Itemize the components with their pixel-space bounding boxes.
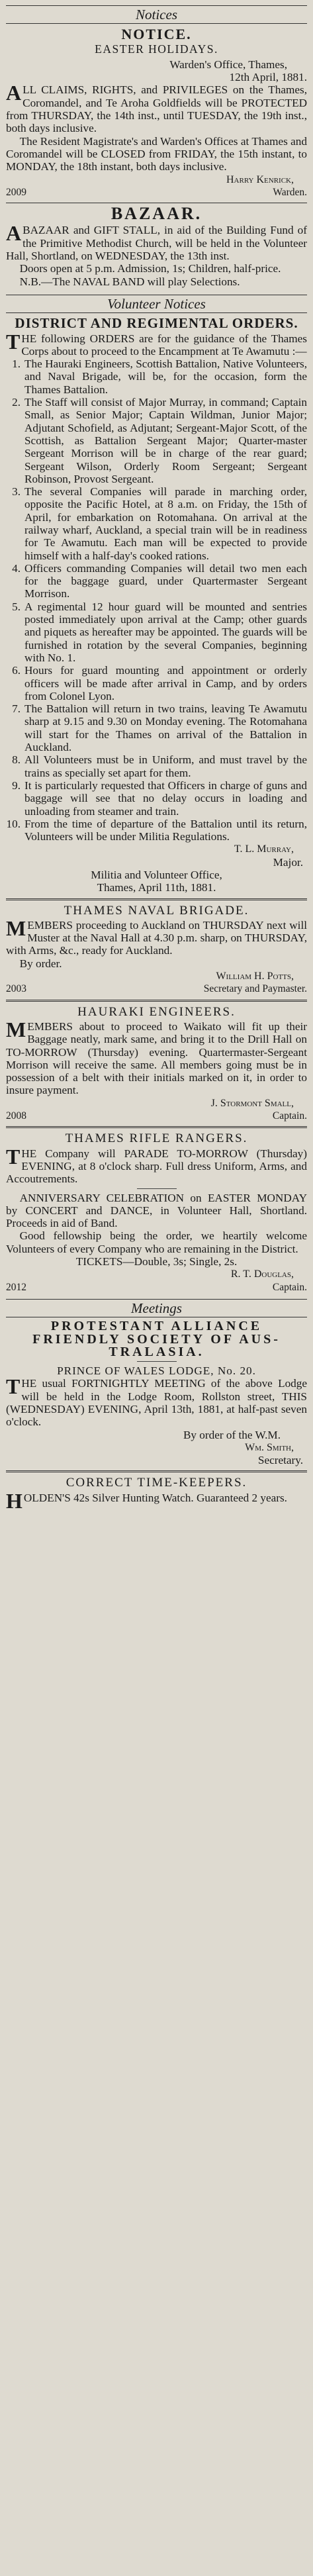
order-number: 7. (12, 702, 21, 716)
notice-footer (6, 186, 307, 199)
naval-by: By order. (19, 957, 62, 970)
order-text: The several Companies will parade in marching order, opposite the Pacific Hotel, at 8 a.m. on Friday, the 15th of April, for embarkation on Rotomahana. On arrival at the railway wharf, Auckland, a special train will be in readiness for Te Awamutu. Each man will be expected to provide himself with a half-day's cooked rations. (24, 485, 307, 562)
order-text: The Staff will consist of Major Murray, in command; Captain Small, as Senior Major; Captain Wildman, Junior Major; Adjutant Schofield, as Adjutant; Sergeant-Major Scott, of the Scottish, as Battalion Sergeant Major; Quarter-master Sergeant Morrison will be in charge of the rear guard; Sergeant Wilson, Orderly Room Sergeant; Sergeant Robinson, Provost Sergeant. (24, 396, 307, 485)
order-text: Hours for guard mounting and appointment or orderly officers will be made after arrival in Camp, and by orders from Colonel Lyon. (24, 664, 307, 702)
order-number: 8. (12, 753, 21, 767)
orders-role: Major. (273, 855, 303, 869)
order-text: The Hauraki Engineers, Scottish Battalion, Native Volunteers, and Naval Brigade, will be, for the occasion, form the Thames Battalion. (24, 358, 307, 396)
protestant-by: By order of the W.M. (183, 1428, 281, 1441)
notice-paragraph: The Resident Magistrate's and Warden's Offices at Thames and Coromandel will be CLOSED from FRIDAY, the 15th instant, to MONDAY, the 18th instant, both days inclusive. (6, 134, 307, 173)
naval-footer (6, 982, 307, 995)
order-item (6, 562, 307, 600)
order-text: A regimental 12 hour guard will be mounted and sentries posted immediately upon arrival at the Camp; other guards and piquets as hereafter may be appointed. The guards will be furnished in rotation by the several Companies, beginning with No. 1. (24, 600, 307, 664)
hauraki-signer: J. Stormont Small, (210, 1097, 294, 1109)
rifle-paragraph: ANNIVERSARY CELEBRATION on EASTER MONDAY by CONCERT and DANCE, in Volunteer Hall, Shortland. Proceeds in aid of Band. (6, 1191, 307, 1230)
notice-signer: Harry Kenrick, (226, 173, 294, 185)
notice-title: NOTICE. (121, 26, 192, 43)
order-text: Officers commanding Companies will detail two men each for the baggage guard, under Quartermaster Sergeant Morrison. (24, 561, 307, 600)
protestant-title-line: FRIENDLY SOCIETY OF AUS- (32, 1331, 281, 1347)
order-item (6, 358, 307, 396)
notice-paragraph: ALL CLAIMS, RIGHTS, and PRIVILEGES on the Thames, Coromandel, and Te Aroha Goldfields will be PROTECTED from THURSDAY, the 14th inst., until TUESDAY, the 19th inst., both days inclusive. (6, 81, 307, 135)
notice-date: 12th April, 1881. (229, 71, 307, 84)
divider (6, 898, 307, 900)
rifle-title: THAMES RIFLE RANGERS. (65, 1131, 248, 1146)
notice-district-orders (6, 317, 307, 894)
divider (137, 1188, 177, 1189)
timekeepers-paragraph: HOLDEN'S 42s Silver Hunting Watch. Guaranteed 2 years. (6, 1488, 287, 1513)
order-number: 5. (12, 600, 21, 613)
naval-ref: 2003 (6, 983, 26, 995)
orders-list (6, 358, 307, 843)
notice-protestant-alliance (6, 1320, 307, 1466)
protestant-signer: Wm. Smith, (245, 1441, 294, 1453)
divider (6, 1470, 307, 1472)
order-item (6, 779, 307, 818)
divider (137, 1361, 177, 1362)
section-header-volunteer: Volunteer Notices (6, 295, 307, 313)
orders-signer: T. L. Murray, (234, 843, 294, 855)
order-text: From the time of departure of the Battalion until its return, Volunteers will be under Militia Regulations. (24, 817, 307, 843)
orders-title: DISTRICT AND REGIMENTAL ORDERS. (15, 315, 298, 332)
order-item (6, 485, 307, 562)
order-text: All Volunteers must be in Uniform, and must travel by the trains as specially set apart for them. (24, 753, 307, 779)
orders-office: Militia and Volunteer Office, (91, 869, 222, 881)
section-header-notices: Notices (6, 5, 307, 24)
order-text: It is particularly requested that Officers in charge of guns and baggage will see that no delay occurs in loading and unloading from steamer and train. (24, 779, 307, 818)
order-number: 9. (12, 779, 21, 792)
timekeepers-title: CORRECT TIME-KEEPERS. (66, 1476, 247, 1490)
notice-rifle-rangers (6, 1132, 307, 1294)
naval-role: Secretary and Paymaster. (203, 983, 307, 995)
bazaar-paragraph: N.B.—The NAVAL BAND will play Selections. (19, 275, 240, 288)
section-header-meetings: Meetings (6, 1299, 307, 1317)
bazaar-paragraph: Doors open at 5 p.m. Admission, 1s; Children, half-price. (19, 262, 281, 275)
order-number: 3. (12, 485, 21, 499)
orders-intro: THE following ORDERS are for the guidance of the Thames Corps about to proceed to the Encampment at Te Awamutu :— (6, 329, 307, 358)
naval-title: THAMES NAVAL BRIGADE. (64, 903, 249, 918)
rifle-paragraph: Good fellowship being the order, we heartily welcome Volunteers of every Company who are remaining in the District. (6, 1229, 307, 1255)
order-item (6, 600, 307, 664)
naval-signer: William H. Potts, (216, 971, 294, 982)
order-item (6, 396, 307, 485)
hauraki-paragraph: MEMBERS about to proceed to Waikato will fit up their Baggage neatly, mark same, and bring it to the Drill Hall on TO-MORROW (Thursday) evening. Quartermaster-Sergeant Morrison will receive the same. All members going must be in possession of a belt with their initials marked on it, in order to insure payment. (6, 1017, 307, 1097)
notice-time-keepers (6, 1476, 307, 1513)
protestant-title-line: TRALASIA. (109, 1344, 204, 1359)
order-number: 2. (12, 396, 21, 409)
notice-hauraki-engineers (6, 1006, 307, 1123)
rifle-ref: 2012 (6, 1281, 26, 1293)
rifle-footer (6, 1281, 307, 1294)
order-item (6, 664, 307, 702)
hauraki-role: Captain. (272, 1110, 307, 1122)
order-item (6, 753, 307, 779)
notice-subtitle: EASTER HOLIDAYS. (95, 42, 218, 56)
bazaar-paragraph: ABAZAAR and GIFT STALL, in aid of the Building Fund of the Primitive Methodist Church, will be held in the Volunteer Hall, Shortland, on WEDNESDAY, the 13th inst. (6, 221, 307, 263)
divider (6, 1126, 307, 1128)
order-number: 4. (12, 561, 21, 575)
hauraki-title: HAURAKI ENGINEERS. (77, 1004, 236, 1019)
notice-ref: 2009 (6, 186, 26, 198)
orders-date: Thames, April 11th, 1881. (97, 881, 216, 894)
protestant-lodge: PRINCE OF WALES LODGE, No. 20. (57, 1364, 256, 1378)
newspaper-column (6, 0, 307, 1513)
rifle-tickets: TICKETS—Double, 3s; Single, 2s. (75, 1255, 238, 1268)
notice-bazaar (6, 204, 307, 288)
notice-role: Warden. (273, 186, 307, 198)
naval-paragraph: MEMBERS proceeding to Auckland on THURSDAY next will Muster at the Naval Hall at 4.30 p.m. sharp, on THURSDAY, with Arms, &c., ready for Auckland. (6, 916, 307, 957)
notice-office: Warden's Office, Thames, (169, 58, 287, 71)
order-number: 6. (12, 664, 21, 677)
notice-easter-holidays (6, 28, 307, 199)
protestant-role: Secretary. (257, 1454, 303, 1467)
order-number: 1. (12, 358, 21, 371)
rifle-role: Captain. (272, 1281, 307, 1293)
bazaar-title: BAZAAR. (111, 204, 202, 224)
divider (6, 1000, 307, 1002)
order-number: 10. (6, 817, 21, 830)
order-item (6, 818, 307, 843)
rifle-paragraph: THE Company will PARADE TO-MORROW (Thursday) EVENING, at 8 o'clock sharp. Full dress Uniform, Arms, and Accoutrements. (6, 1144, 307, 1186)
protestant-title-line: PROTESTANT ALLIANCE (50, 1319, 263, 1334)
hauraki-footer (6, 1110, 307, 1122)
protestant-paragraph: THE usual FORTNIGHTLY MEETING of the above Lodge will be held in the Lodge Room, Rollston street, THIS (WEDNESDAY) EVENING, April 13th, 1881, at half-past seven o'clock. (6, 1374, 307, 1429)
notice-naval-brigade (6, 904, 307, 996)
order-item (6, 702, 307, 753)
order-text: The Battalion will return in two trains, leaving Te Awamutu sharp at 9.15 and 9.30 on Monday evening. The Rotomahana will start for the Thames on arrival of the Battalion in Auckland. (24, 702, 307, 754)
rifle-signer: R. T. Douglas, (230, 1268, 294, 1280)
hauraki-ref: 2008 (6, 1110, 26, 1122)
